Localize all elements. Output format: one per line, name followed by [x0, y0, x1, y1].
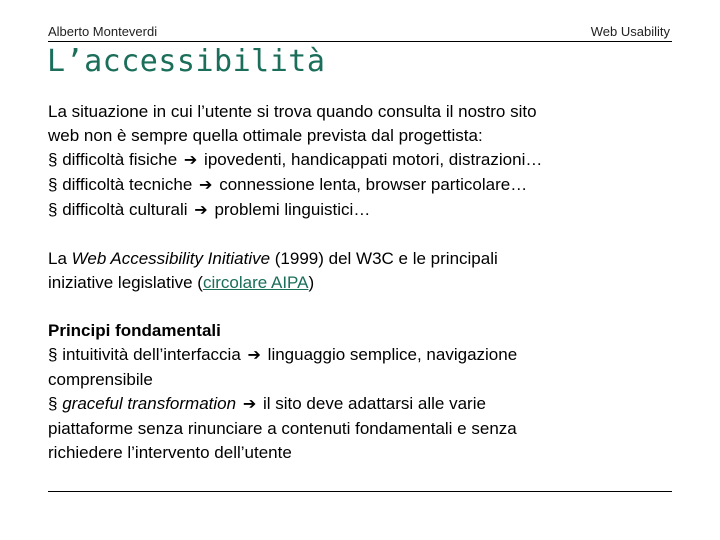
right-arrow-icon: ➔: [247, 347, 261, 364]
bullet-cause: difficoltà culturali: [62, 200, 188, 219]
slide-body: [48, 100, 668, 465]
intro-line-1: La situazione in cui l’utente si trova quando consulta il nostro sito: [48, 102, 537, 121]
right-arrow-icon: ➔: [194, 202, 208, 219]
bullet-cause: difficoltà fisiche: [62, 150, 178, 169]
right-arrow-icon: ➔: [199, 177, 213, 194]
bullet-marker: §: [48, 175, 58, 194]
principle-cause: graceful transformation: [62, 394, 237, 413]
bottom-divider: [48, 491, 672, 492]
spacer: [48, 295, 668, 319]
wai-line2-prefix: iniziative legislative (: [48, 273, 203, 292]
wai-prefix: La: [48, 249, 72, 268]
principle-continuation: comprensibile: [48, 370, 153, 389]
principle-item: [48, 392, 668, 417]
bullet-marker: §: [48, 150, 58, 169]
slide-title: L’accessibilità: [47, 44, 326, 79]
bullet-cause: difficoltà tecniche: [62, 175, 193, 194]
principle-cause: intuitività dell’interfaccia: [62, 345, 241, 364]
principle-effect: linguaggio semplice, navigazione: [267, 345, 518, 364]
principle-effect: il sito deve adattarsi alle varie: [262, 394, 486, 413]
bullet-effect: problemi linguistici…: [214, 200, 371, 219]
bullet-item: [48, 198, 668, 223]
bullet-item: [48, 148, 668, 173]
bullet-effect: ipovedenti, handicappati motori, distrazioni…: [204, 150, 543, 169]
bullet-effect: connessione lenta, browser particolare…: [219, 175, 528, 194]
right-arrow-icon: ➔: [183, 152, 198, 169]
bullet-item: [48, 173, 668, 198]
spacer: [48, 223, 668, 247]
wai-line2-suffix: ): [308, 273, 315, 292]
wai-suffix: (1999) del W3C e le principali: [270, 249, 498, 268]
top-divider: [48, 41, 672, 42]
bullet-marker: §: [48, 394, 58, 413]
intro-line-2: web non è sempre quella ottimale prevista dal progettista:: [48, 126, 483, 145]
wai-line-1: [48, 247, 668, 271]
header-author: Alberto Monteverdi: [48, 24, 158, 39]
wai-name: Web Accessibility Initiative: [71, 249, 271, 268]
circolare-aipa-link[interactable]: circolare AIPA: [202, 273, 309, 292]
principles-heading: Principi fondamentali: [48, 321, 221, 340]
bullet-marker: §: [48, 200, 58, 219]
principle-continuation: richiedere l’intervento dell’utente: [48, 443, 292, 462]
principle-continuation: piattaforme senza rinunciare a contenuti fondamentali e senza: [48, 419, 517, 438]
right-arrow-icon: ➔: [242, 396, 257, 413]
principle-item: [48, 343, 668, 368]
header-course: Web Usability: [590, 24, 670, 39]
bullet-marker: §: [48, 345, 58, 364]
wai-line-2: [48, 271, 668, 295]
